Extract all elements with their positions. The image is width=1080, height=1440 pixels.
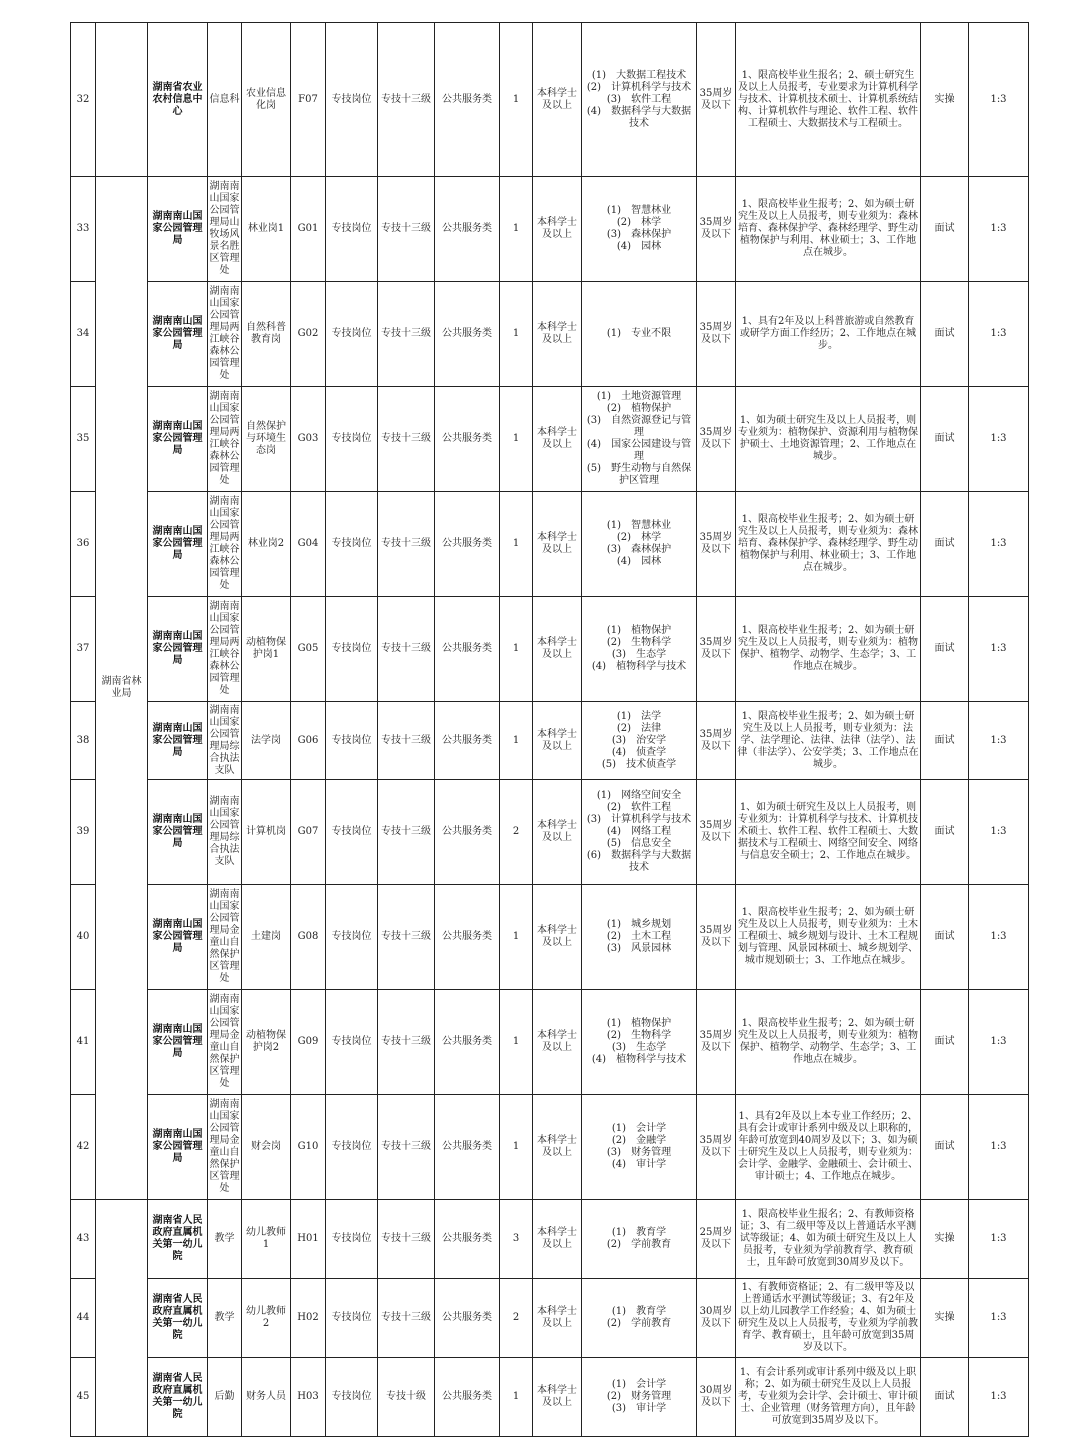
major-item: (2) 生物科学: [606, 1030, 672, 1041]
type-cell: 专技岗位: [326, 1200, 378, 1279]
table-body: [71, 23, 1029, 1437]
dept-cell: 湖南南山国家公园管理局金童山自然保护区管理处: [208, 1095, 242, 1200]
majors-cell: [582, 990, 697, 1095]
level-cell: 专技十级: [378, 1358, 435, 1437]
major-item: (1) 智慧林业: [606, 205, 672, 216]
major-item: (3) 风景园林: [606, 943, 672, 954]
category-cell: 公共服务类: [435, 1358, 500, 1437]
row-number-cell: 41: [71, 990, 96, 1095]
code-cell: G10: [291, 1095, 326, 1200]
major-item: (1) 城乡规划: [606, 919, 672, 930]
ratio-cell: 1:3: [969, 387, 1029, 492]
conditions-cell: 1、有教师资格证；2、有二级甲等及以上普通话水平测试等级证；3、有2年及以上幼儿园教学工作经验；4、如为硕士研究生及以上人员报考，专业须为学前教育学、教育硕士，且年龄可放宽到35周岁及以下。: [736, 1279, 921, 1358]
count-cell: 2: [500, 780, 533, 885]
exam-method-cell: 面试: [921, 1095, 969, 1200]
major-item: (2) 软件工程: [606, 802, 672, 813]
post-cell: 法学岗: [242, 702, 291, 780]
major-item: (2) 法律: [616, 722, 662, 734]
count-cell: 1: [500, 282, 533, 387]
level-cell: 专技十三级: [378, 990, 435, 1095]
ratio-cell: 1:3: [969, 282, 1029, 387]
category-cell: 公共服务类: [435, 282, 500, 387]
conditions-cell: 1、有会计系列或审计系列中级及以上职称；2、如为硕士研究生及以上人员报考，专业须为会计学、会计硕士、审计硕士、企业管理（财务管理方向），且年龄可放宽到35周岁及以下。: [736, 1358, 921, 1437]
education-cell: 本科学士及以上: [533, 492, 582, 597]
dept-cell: 湖南南山国家公园管理局两江峡谷森林公园管理处: [208, 282, 242, 387]
code-cell: G07: [291, 780, 326, 885]
major-item: (1) 大数据工程技术: [591, 69, 687, 81]
row-number-cell: 34: [71, 282, 96, 387]
type-cell: 专技岗位: [326, 702, 378, 780]
level-cell: 专技十三级: [378, 780, 435, 885]
type-cell: 专技岗位: [326, 282, 378, 387]
dept-cell: 湖南南山国家公园管理局两江峡谷森林公园管理处: [208, 492, 242, 597]
ratio-cell: 1:3: [969, 1279, 1029, 1358]
authority-cell: 湖南省林业局: [96, 177, 148, 1200]
post-cell: 动植物保护岗2: [242, 990, 291, 1095]
post-cell: 财会岗: [242, 1095, 291, 1200]
education-cell: 本科学士及以上: [533, 23, 582, 177]
dept-cell: 后勤: [208, 1358, 242, 1437]
unit-cell: 湖南南山国家公园管理局: [148, 885, 208, 990]
major-item: (5) 技术侦查学: [601, 758, 677, 770]
level-cell: 专技十三级: [378, 387, 435, 492]
row-number-cell: 42: [71, 1095, 96, 1200]
ratio-cell: 1:3: [969, 1358, 1029, 1437]
code-cell: G04: [291, 492, 326, 597]
post-cell: 幼儿教师1: [242, 1200, 291, 1279]
type-cell: 专技岗位: [326, 597, 378, 702]
table-row: [71, 23, 1029, 177]
exam-method-cell: 面试: [921, 780, 969, 885]
education-cell: 本科学士及以上: [533, 387, 582, 492]
unit-cell: 湖南南山国家公园管理局: [148, 177, 208, 282]
exam-method-cell: 面试: [921, 492, 969, 597]
unit-cell: 湖南南山国家公园管理局: [148, 492, 208, 597]
major-item: (1) 植物保护: [606, 1018, 672, 1029]
count-cell: 1: [500, 597, 533, 702]
major-item: (3) 生态学: [611, 649, 667, 660]
level-cell: 专技十三级: [378, 1095, 435, 1200]
age-cell: 30周岁及以下: [697, 1279, 736, 1358]
table-row: [71, 990, 1029, 1095]
age-cell: 35周岁及以下: [697, 1095, 736, 1200]
count-cell: 1: [500, 990, 533, 1095]
major-item: (3) 审计学: [611, 1403, 667, 1414]
exam-method-cell: 面试: [921, 990, 969, 1095]
code-cell: G05: [291, 597, 326, 702]
exam-method-cell: 面试: [921, 387, 969, 492]
dept-cell: 湖南南山国家公园管理局综合执法支队: [208, 702, 242, 780]
category-cell: 公共服务类: [435, 492, 500, 597]
major-item: (3) 财务管理: [606, 1147, 672, 1158]
major-item: (2) 林学: [616, 532, 662, 543]
table-row: [71, 1200, 1029, 1279]
conditions-cell: 1、限高校毕业生报考；2、如为硕士研究生及以上人员报考，则专业须为：土木工程硕士、城乡规划与设计、土木工程规划与管理、风景园林硕士、城乡规划学、城市规划硕士；3、工作地点在城步。: [736, 885, 921, 990]
post-cell: 土建岗: [242, 885, 291, 990]
education-cell: 本科学士及以上: [533, 1200, 582, 1279]
education-cell: 本科学士及以上: [533, 780, 582, 885]
age-cell: 35周岁及以下: [697, 702, 736, 780]
type-cell: 专技岗位: [326, 492, 378, 597]
age-cell: 35周岁及以下: [697, 492, 736, 597]
major-item: (4) 网络工程: [606, 826, 672, 837]
major-item: (1) 会计学: [611, 1379, 667, 1390]
count-cell: 3: [500, 1200, 533, 1279]
unit-cell: 湖南省人民政府直属机关第一幼儿院: [148, 1200, 208, 1279]
ratio-cell: 1:3: [969, 492, 1029, 597]
table-row: [71, 780, 1029, 885]
ratio-cell: 1:3: [969, 1095, 1029, 1200]
post-cell: 林业岗2: [242, 492, 291, 597]
conditions-cell: 1、限高校毕业生报考；2、如为硕士研究生及以上人员报考，则专业须为：植物保护、植物学、动物学、生态学；3、工作地点在城步。: [736, 990, 921, 1095]
post-cell: 财务人员: [242, 1358, 291, 1437]
dept-cell: 湖南南山国家公园管理局山牧场风景名胜区管理处: [208, 177, 242, 282]
count-cell: 1: [500, 702, 533, 780]
unit-cell: 湖南省人民政府直属机关第一幼儿院: [148, 1358, 208, 1437]
major-item: (1) 会计学: [611, 1123, 667, 1134]
age-cell: 35周岁及以下: [697, 780, 736, 885]
table-row: [71, 597, 1029, 702]
row-number-cell: 44: [71, 1279, 96, 1358]
exam-method-cell: 实操: [921, 1200, 969, 1279]
count-cell: 2: [500, 1279, 533, 1358]
category-cell: 公共服务类: [435, 702, 500, 780]
type-cell: 专技岗位: [326, 387, 378, 492]
code-cell: G02: [291, 282, 326, 387]
major-item: (3) 森林保护: [606, 544, 672, 555]
majors-cell: [582, 1200, 697, 1279]
type-cell: 专技岗位: [326, 1279, 378, 1358]
major-item: (4) 植物科学与技术: [591, 1054, 687, 1065]
table-row: [71, 885, 1029, 990]
count-cell: 1: [500, 1358, 533, 1437]
major-item: (4) 植物科学与技术: [591, 661, 687, 672]
major-item: (2) 林学: [616, 217, 662, 228]
dept-cell: 教学: [208, 1200, 242, 1279]
exam-method-cell: 面试: [921, 282, 969, 387]
majors-cell: [582, 702, 697, 780]
age-cell: 35周岁及以下: [697, 990, 736, 1095]
count-cell: 1: [500, 885, 533, 990]
authority-cell-blank: [96, 23, 148, 177]
post-cell: 计算机岗: [242, 780, 291, 885]
majors-cell: [582, 885, 697, 990]
exam-method-cell: 面试: [921, 177, 969, 282]
dept-cell: 教学: [208, 1279, 242, 1358]
count-cell: 1: [500, 492, 533, 597]
ratio-cell: 1:3: [969, 23, 1029, 177]
major-item: (1) 法学: [616, 710, 662, 722]
ratio-cell: 1:3: [969, 885, 1029, 990]
category-cell: 公共服务类: [435, 387, 500, 492]
code-cell: H01: [291, 1200, 326, 1279]
unit-cell: 湖南南山国家公园管理局: [148, 1095, 208, 1200]
major-item: (2) 财务管理: [606, 1391, 672, 1402]
major-item: (4) 国家公园建设与管理: [586, 439, 692, 462]
table-row: [71, 1095, 1029, 1200]
conditions-cell: 1、具有2年及以上本专业工作经历；2、具有会计或审计系列中级及以上职称的，年龄可放宽到40周岁及以下；3、如为硕士研究生及以上人员报考，则专业须为：会计学、金融学、金融硕士、会计硕士、审计硕士；4、工作地点在城步。: [736, 1095, 921, 1200]
count-cell: 1: [500, 1095, 533, 1200]
code-cell: G01: [291, 177, 326, 282]
major-item: (2) 学前教育: [606, 1239, 672, 1250]
category-cell: 公共服务类: [435, 597, 500, 702]
count-cell: 1: [500, 23, 533, 177]
majors-cell: [582, 492, 697, 597]
exam-method-cell: 面试: [921, 1358, 969, 1437]
major-item: (2) 植物保护: [606, 403, 672, 414]
age-cell: 35周岁及以下: [697, 885, 736, 990]
code-cell: G03: [291, 387, 326, 492]
major-item: (4) 侦查学: [611, 746, 667, 758]
table-row: [71, 702, 1029, 780]
major-item: (5) 野生动物与自然保护区管理: [586, 463, 692, 486]
education-cell: 本科学士及以上: [533, 597, 582, 702]
major-item: (1) 网络空间安全: [596, 790, 682, 801]
conditions-cell: 1、如为硕士研究生及以上人员报考，则专业须为：计算机科学与技术、计算机技术硕士、软件工程、软件工程硕士、大数据技术与工程硕士、网络空间安全、网络与信息安全硕士；2、工作地点在城步。: [736, 780, 921, 885]
major-item: (1) 智慧林业: [606, 520, 672, 531]
major-item: (3) 软件工程: [606, 93, 672, 105]
education-cell: 本科学士及以上: [533, 990, 582, 1095]
majors-cell: [582, 780, 697, 885]
dept-cell: 湖南南山国家公园管理局金童山自然保护区管理处: [208, 990, 242, 1095]
count-cell: 1: [500, 387, 533, 492]
major-item: (2) 学前教育: [606, 1318, 672, 1329]
major-item: (1) 专业不限: [606, 328, 672, 339]
ratio-cell: 1:3: [969, 1200, 1029, 1279]
unit-cell: 湖南南山国家公园管理局: [148, 702, 208, 780]
code-cell: G06: [291, 702, 326, 780]
age-cell: 35周岁及以下: [697, 387, 736, 492]
post-cell: 自然科普教育岗: [242, 282, 291, 387]
dept-cell: 湖南南山国家公园管理局金童山自然保护区管理处: [208, 885, 242, 990]
dept-cell: 湖南南山国家公园管理局两江峡谷森林公园管理处: [208, 597, 242, 702]
type-cell: 专技岗位: [326, 990, 378, 1095]
row-number-cell: 39: [71, 780, 96, 885]
major-item: (1) 教育学: [611, 1306, 667, 1317]
majors-cell: [582, 387, 697, 492]
major-item: (3) 治安学: [611, 734, 667, 746]
ratio-cell: 1:3: [969, 990, 1029, 1095]
type-cell: 专技岗位: [326, 1358, 378, 1437]
dept-cell: 湖南南山国家公园管理局综合执法支队: [208, 780, 242, 885]
level-cell: 专技十三级: [378, 23, 435, 177]
code-cell: H02: [291, 1279, 326, 1358]
ratio-cell: 1:3: [969, 702, 1029, 780]
major-item: (2) 计算机科学与技术: [586, 81, 692, 93]
age-cell: 25周岁及以下: [697, 1200, 736, 1279]
category-cell: 公共服务类: [435, 780, 500, 885]
post-cell: 自然保护与环境生态岗: [242, 387, 291, 492]
ratio-cell: 1:3: [969, 177, 1029, 282]
code-cell: F07: [291, 23, 326, 177]
unit-cell: 湖南省人民政府直属机关第一幼儿院: [148, 1279, 208, 1358]
age-cell: 35周岁及以下: [697, 282, 736, 387]
exam-method-cell: 面试: [921, 597, 969, 702]
count-cell: 1: [500, 177, 533, 282]
table-row: [71, 387, 1029, 492]
conditions-cell: 1、限高校毕业生报名；2、硕士研究生及以上人员报考，专业要求为计算机科学与技术、计算机技术硕士、计算机系统结构、计算机软件与理论、软件工程、软件工程硕士、大数据技术与工程硕士。: [736, 23, 921, 177]
major-item: (2) 土木工程: [606, 931, 672, 942]
row-number-cell: 33: [71, 177, 96, 282]
category-cell: 公共服务类: [435, 1200, 500, 1279]
majors-cell: [582, 597, 697, 702]
row-number-cell: 45: [71, 1358, 96, 1437]
major-item: (5) 信息安全: [606, 838, 672, 849]
exam-method-cell: 面试: [921, 702, 969, 780]
post-cell: 动植物保护岗1: [242, 597, 291, 702]
education-cell: 本科学士及以上: [533, 702, 582, 780]
dept-cell: 信息科: [208, 23, 242, 177]
post-cell: 农业信息化岗: [242, 23, 291, 177]
education-cell: 本科学士及以上: [533, 1358, 582, 1437]
unit-cell: 湖南南山国家公园管理局: [148, 990, 208, 1095]
major-item: (6) 数据科学与大数据技术: [586, 850, 692, 873]
level-cell: 专技十三级: [378, 597, 435, 702]
level-cell: 专技十三级: [378, 177, 435, 282]
major-item: (2) 生物科学: [606, 637, 672, 648]
major-item: (4) 数据科学与大数据技术: [586, 105, 692, 129]
major-item: (1) 土地资源管理: [596, 391, 682, 402]
major-item: (1) 教育学: [611, 1227, 667, 1238]
conditions-cell: 1、限高校毕业生报考；2、如为硕士研究生及以上人员报考，则专业须为：植物保护、植物学、动物学、生态学；3、工作地点在城步。: [736, 597, 921, 702]
major-item: (2) 金融学: [611, 1135, 667, 1146]
table-row: [71, 492, 1029, 597]
level-cell: 专技十三级: [378, 1279, 435, 1358]
code-cell: G08: [291, 885, 326, 990]
row-number-cell: 43: [71, 1200, 96, 1279]
majors-cell: [582, 23, 697, 177]
row-number-cell: 35: [71, 387, 96, 492]
conditions-cell: 1、限高校毕业生报考；2、如为硕士研究生及以上人员报考，则专业须为：法学、法学理论、法律、法律（法学）、法律（非法学）、公安学类；3、工作地点在城步。: [736, 702, 921, 780]
age-cell: 30周岁及以下: [697, 1358, 736, 1437]
level-cell: 专技十三级: [378, 492, 435, 597]
exam-method-cell: 面试: [921, 885, 969, 990]
age-cell: 35周岁及以下: [697, 23, 736, 177]
major-item: (3) 计算机科学与技术: [586, 814, 692, 825]
education-cell: 本科学士及以上: [533, 885, 582, 990]
category-cell: 公共服务类: [435, 990, 500, 1095]
code-cell: H03: [291, 1358, 326, 1437]
level-cell: 专技十三级: [378, 885, 435, 990]
major-item: (4) 审计学: [611, 1159, 667, 1170]
major-item: (3) 森林保护: [606, 229, 672, 240]
conditions-cell: 1、如为硕士研究生及以上人员报考，则专业须为：植物保护、资源利用与植物保护硕士、土地资源管理；2、工作地点在城步。: [736, 387, 921, 492]
major-item: (3) 自然资源登记与管理: [586, 415, 692, 438]
post-cell: 幼儿教师2: [242, 1279, 291, 1358]
major-item: (3) 生态学: [611, 1042, 667, 1053]
table-row: [71, 177, 1029, 282]
table-row: [71, 282, 1029, 387]
category-cell: 公共服务类: [435, 177, 500, 282]
row-number-cell: 37: [71, 597, 96, 702]
post-cell: 林业岗1: [242, 177, 291, 282]
major-item: (4) 园林: [616, 556, 662, 567]
level-cell: 专技十三级: [378, 1200, 435, 1279]
age-cell: 35周岁及以下: [697, 177, 736, 282]
dept-cell: 湖南南山国家公园管理局两江峡谷森林公园管理处: [208, 387, 242, 492]
ratio-cell: 1:3: [969, 597, 1029, 702]
unit-cell: 湖南省农业农村信息中心: [148, 23, 208, 177]
majors-cell: [582, 1358, 697, 1437]
unit-cell: 湖南南山国家公园管理局: [148, 387, 208, 492]
conditions-cell: 1、具有2年及以上科普旅游或自然教育或研学方面工作经历；2、工作地点在城步。: [736, 282, 921, 387]
majors-cell: [582, 282, 697, 387]
conditions-cell: 1、限高校毕业生报考；2、如为硕士研究生及以上人员报考，则专业须为：森林培育、森林保护学、森林经理学、野生动植物保护与利用、林业硕士；3、工作地点在城步。: [736, 177, 921, 282]
row-number-cell: 40: [71, 885, 96, 990]
unit-cell: 湖南南山国家公园管理局: [148, 780, 208, 885]
exam-method-cell: 实操: [921, 23, 969, 177]
ratio-cell: 1:3: [969, 780, 1029, 885]
row-number-cell: 36: [71, 492, 96, 597]
category-cell: 公共服务类: [435, 23, 500, 177]
row-number-cell: 38: [71, 702, 96, 780]
level-cell: 专技十三级: [378, 282, 435, 387]
type-cell: 专技岗位: [326, 1095, 378, 1200]
type-cell: 专技岗位: [326, 177, 378, 282]
education-cell: 本科学士及以上: [533, 1095, 582, 1200]
type-cell: 专技岗位: [326, 885, 378, 990]
education-cell: 本科学士及以上: [533, 1279, 582, 1358]
type-cell: 专技岗位: [326, 780, 378, 885]
table-row: [71, 1279, 1029, 1358]
exam-method-cell: 实操: [921, 1279, 969, 1358]
major-item: (4) 园林: [616, 241, 662, 252]
recruitment-table: [70, 22, 1029, 1437]
row-number-cell: 32: [71, 23, 96, 177]
unit-cell: 湖南南山国家公园管理局: [148, 597, 208, 702]
type-cell: 专技岗位: [326, 23, 378, 177]
category-cell: 公共服务类: [435, 1279, 500, 1358]
majors-cell: [582, 1095, 697, 1200]
age-cell: 35周岁及以下: [697, 597, 736, 702]
level-cell: 专技十三级: [378, 702, 435, 780]
unit-cell: 湖南南山国家公园管理局: [148, 282, 208, 387]
table-row: [71, 1358, 1029, 1437]
majors-cell: [582, 177, 697, 282]
major-item: (1) 植物保护: [606, 625, 672, 636]
code-cell: G09: [291, 990, 326, 1095]
authority-cell-blank: [96, 1200, 148, 1437]
category-cell: 公共服务类: [435, 1095, 500, 1200]
education-cell: 本科学士及以上: [533, 282, 582, 387]
majors-cell: [582, 1279, 697, 1358]
education-cell: 本科学士及以上: [533, 177, 582, 282]
category-cell: 公共服务类: [435, 885, 500, 990]
conditions-cell: 1、限高校毕业生报名；2、有教师资格证；3、有二级甲等及以上普通话水平测试等级证；4、如为硕士研究生及以上人员报考，专业须为学前教育学、教育硕士，且年龄可放宽到30周岁及以下。: [736, 1200, 921, 1279]
conditions-cell: 1、限高校毕业生报考；2、如为硕士研究生及以上人员报考，则专业须为：森林培育、森林保护学、森林经理学、野生动植物保护与利用、林业硕士；3、工作地点在城步。: [736, 492, 921, 597]
